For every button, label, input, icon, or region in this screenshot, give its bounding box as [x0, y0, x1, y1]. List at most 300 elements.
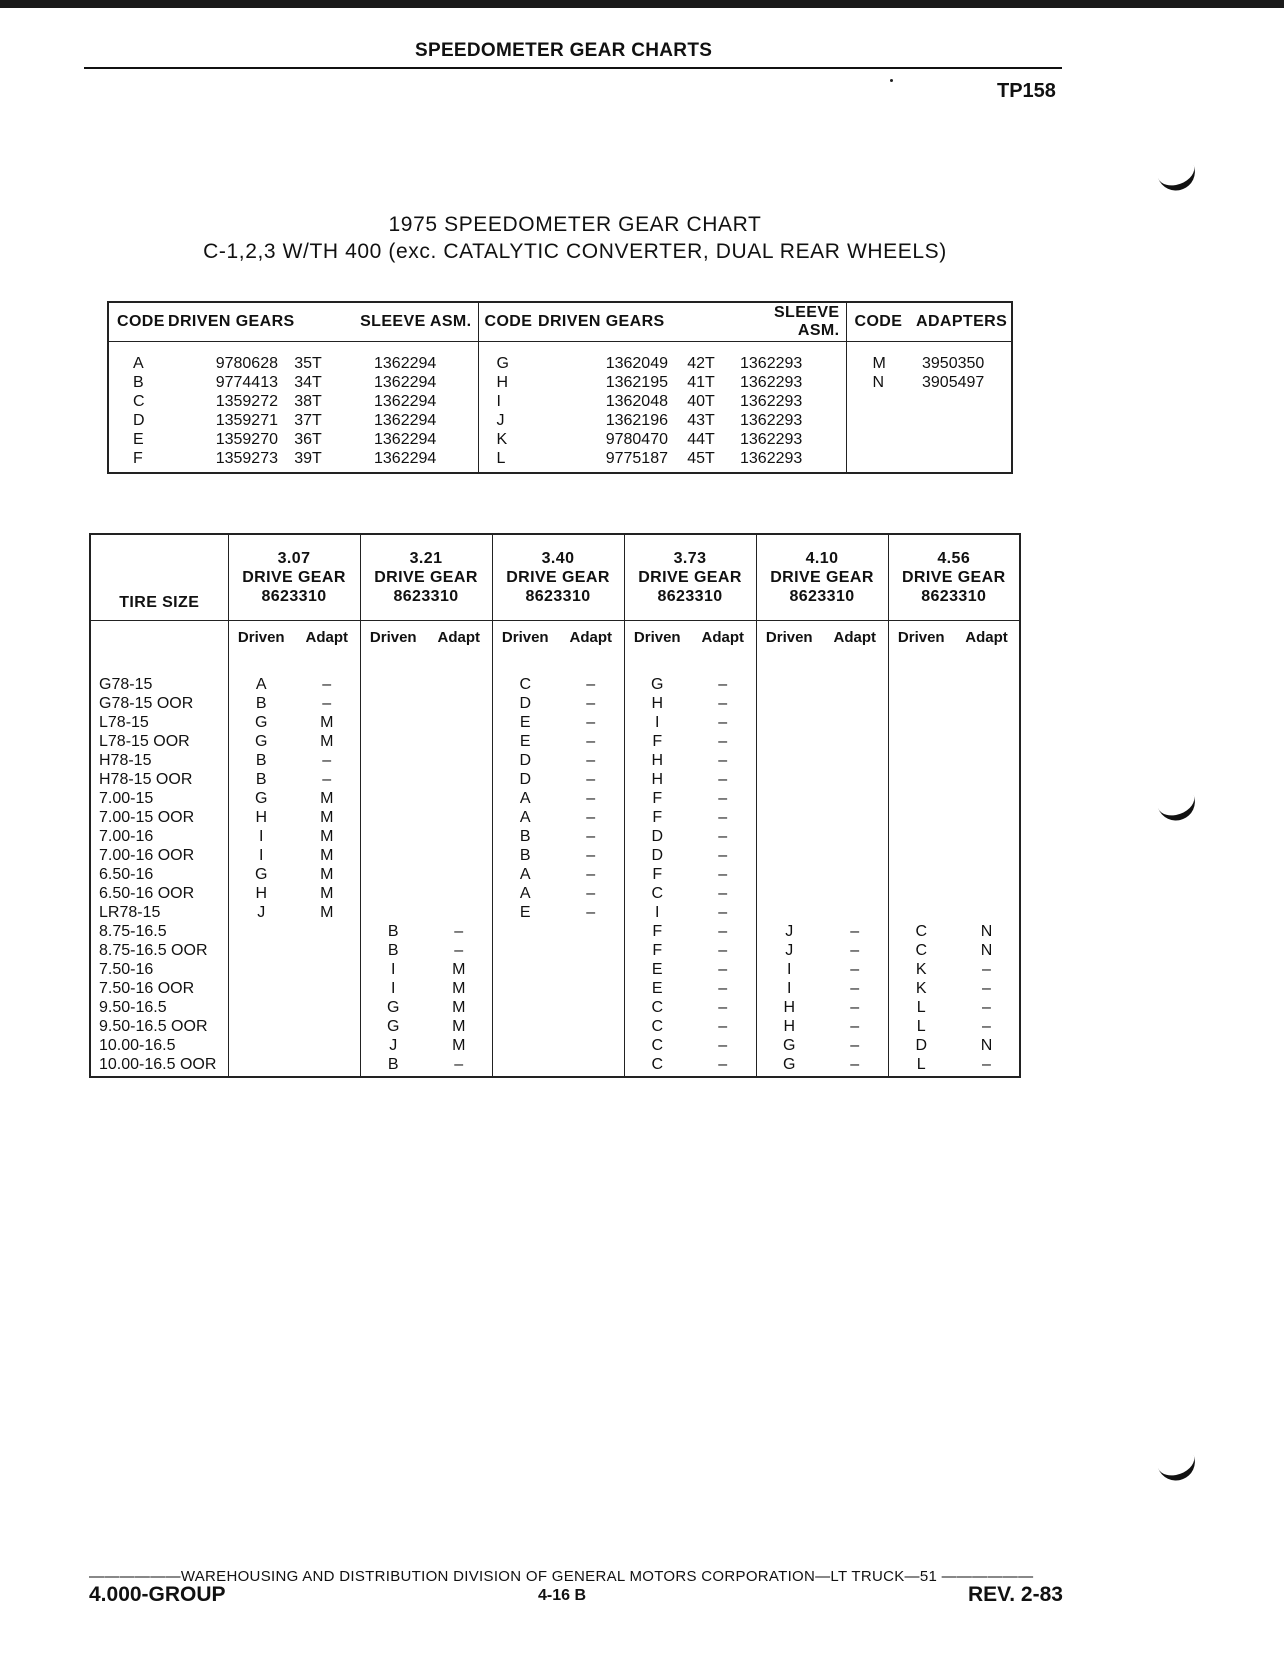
drive-gear-label: DRIVE GEAR: [770, 569, 874, 586]
drive-gear-part-number: 8623310: [261, 588, 327, 605]
sleeve-part-number: 1362293: [740, 374, 803, 391]
code-letter: J: [478, 411, 538, 430]
driven-code: [888, 732, 954, 751]
driven-code: [360, 770, 426, 789]
adapter-code: –: [586, 714, 596, 731]
driven-code: [360, 732, 426, 751]
adapter-code: [822, 713, 888, 732]
adapter-code: [426, 903, 492, 922]
teeth-count: 40T: [687, 393, 715, 410]
driven-code: F: [624, 865, 690, 884]
code-letter: G: [478, 342, 538, 374]
tire-size: 7.00-16: [99, 828, 154, 845]
driven-code: [888, 770, 954, 789]
tire-size: 7.50-16: [99, 961, 154, 978]
driven-code: I: [624, 713, 690, 732]
tire-row: [90, 713, 1020, 732]
driven-code: G: [360, 998, 426, 1017]
driven-code: [228, 998, 294, 1017]
adapter-code: [426, 732, 492, 751]
teeth-count: 43T: [687, 412, 715, 429]
adapt-header: Adapt: [965, 629, 1008, 646]
driven-code: L: [888, 1055, 954, 1077]
driven-part-number: 1359273: [215, 450, 278, 467]
code-header: CODE: [846, 302, 916, 342]
drive-gear-label: DRIVE GEAR: [242, 569, 346, 586]
adapter-code: –: [586, 885, 596, 902]
adapter-code: –: [718, 714, 728, 731]
code-letter: K: [478, 430, 538, 449]
adapter-code: –: [718, 847, 728, 864]
adapter-code: [822, 884, 888, 903]
adapter-code: [558, 1036, 624, 1055]
section-title: SPEEDOMETER GEAR CHARTS: [415, 40, 713, 61]
adapter-code: [426, 751, 492, 770]
adapt-header: Adapt: [701, 629, 744, 646]
driven-code: G: [228, 865, 294, 884]
tire-size: H78-15 OOR: [99, 771, 193, 788]
driven-part-number: 9774413: [215, 374, 278, 391]
adapter-code: –: [850, 1056, 860, 1073]
adapter-code: [558, 960, 624, 979]
driven-code: [756, 827, 822, 846]
ratio-header: [888, 534, 1020, 621]
tire-row: [90, 1055, 1020, 1077]
tire-table: [89, 533, 1021, 1078]
adapter-part-empty: [916, 392, 1012, 411]
adapter-code: [822, 846, 888, 865]
axle-ratio: 3.21: [409, 550, 443, 567]
tire-size: 7.00-15 OOR: [99, 809, 195, 826]
top-edge-bar: [0, 0, 1284, 8]
driven-code: [888, 669, 954, 694]
adapter-code: –: [718, 980, 728, 997]
driven-code: [492, 979, 558, 998]
driven-code: D: [492, 694, 558, 713]
driven-part-number: 1359272: [215, 393, 278, 410]
driven-code: [888, 694, 954, 713]
tire-table-header: [90, 534, 1020, 621]
adapter-code: M: [320, 733, 334, 750]
ratio-header: [360, 534, 492, 621]
drive-gear-part-number: 8623310: [789, 588, 855, 605]
binder-punch-mark: [1158, 794, 1201, 826]
driven-code: B: [360, 1055, 426, 1077]
code-letter: C: [133, 393, 145, 410]
adapter-code: [954, 770, 1020, 789]
binder-punch-mark: [1158, 1454, 1201, 1486]
driven-code: G: [228, 732, 294, 751]
drive-gear-part-number: 8623310: [525, 588, 591, 605]
adapter-code: [822, 865, 888, 884]
driven-code: [492, 922, 558, 941]
driven-code: A: [228, 669, 294, 694]
driven-code: F: [624, 922, 690, 941]
adapters-header: ADAPTERS: [916, 302, 1012, 342]
adapter-code-empty: [846, 392, 916, 411]
adapter-code: –: [322, 771, 332, 788]
driven-code: [360, 713, 426, 732]
driven-code: A: [492, 884, 558, 903]
driven-code: H: [756, 998, 822, 1017]
driven-code: I: [228, 827, 294, 846]
driven-code: G: [360, 1017, 426, 1036]
sleeve-part-number: 1362294: [374, 374, 437, 391]
adapter-code: –: [982, 1018, 991, 1035]
adapter-code: M: [452, 999, 466, 1016]
driven-code: [756, 732, 822, 751]
adapter-code: [954, 713, 1020, 732]
driven-code: [360, 789, 426, 808]
tire-size: 7.50-16 OOR: [99, 980, 195, 997]
adapter-code: [558, 1017, 624, 1036]
adapter-code: –: [586, 752, 596, 769]
teeth-count: 39T: [294, 450, 322, 467]
adapter-code: [426, 846, 492, 865]
driven-gears-header: DRIVEN GEARS: [168, 302, 338, 342]
driven-code: [888, 903, 954, 922]
adapter-code: M: [452, 961, 466, 978]
adapter-code: [954, 884, 1020, 903]
driven-code: J: [228, 903, 294, 922]
adapter-code: [426, 669, 492, 694]
driven-part-number: 1362048: [605, 393, 668, 410]
code-row: [108, 411, 1012, 430]
tire-row: [90, 789, 1020, 808]
tire-row: [90, 922, 1020, 941]
tire-row: [90, 998, 1020, 1017]
driven-code: [756, 713, 822, 732]
driven-part-number: 1359270: [215, 431, 278, 448]
speck: [890, 79, 893, 82]
tire-size: 9.50-16.5: [99, 999, 167, 1016]
adapter-code: N: [980, 923, 993, 940]
driven-part-number: 1359271: [215, 412, 278, 429]
driven-code: D: [492, 751, 558, 770]
adapter-code: –: [718, 1056, 728, 1073]
driven-code: K: [888, 979, 954, 998]
tire-size-header: TIRE SIZE: [90, 534, 228, 621]
driven-part-number: 1362195: [605, 374, 668, 391]
driven-code: [360, 808, 426, 827]
driven-code: L: [888, 998, 954, 1017]
adapt-header: Adapt: [569, 629, 612, 646]
driven-adapt-header-row: [90, 621, 1020, 670]
adapter-code: –: [586, 828, 596, 845]
adapter-code: [954, 789, 1020, 808]
driven-header: Driven: [360, 621, 426, 670]
driven-code: I: [228, 846, 294, 865]
driven-code: [228, 1036, 294, 1055]
teeth-count: 34T: [294, 374, 322, 391]
adapter-code: [426, 865, 492, 884]
tire-row: [90, 884, 1020, 903]
driven-code: [756, 808, 822, 827]
driven-header: Driven: [624, 621, 690, 670]
adapter-code: [426, 713, 492, 732]
code-row: [108, 392, 1012, 411]
adapter-code: –: [586, 904, 596, 921]
driven-code: [492, 998, 558, 1017]
tire-size: 8.75-16.5 OOR: [99, 942, 208, 959]
driven-code: L: [888, 1017, 954, 1036]
driven-code: A: [492, 865, 558, 884]
adapter-code: –: [454, 923, 464, 940]
driven-code: B: [360, 941, 426, 960]
adapter-code: M: [320, 714, 334, 731]
driven-code: D: [888, 1036, 954, 1055]
code-letter: E: [133, 431, 144, 448]
code-table-header: [108, 302, 1012, 342]
adapter-code: –: [718, 942, 728, 959]
code-row: [108, 373, 1012, 392]
driven-code: B: [360, 922, 426, 941]
adapter-code: N: [980, 1037, 993, 1054]
adapter-code: –: [718, 923, 728, 940]
adapter-code: –: [454, 1056, 464, 1073]
adapter-code: –: [718, 752, 728, 769]
driven-code: C: [624, 1017, 690, 1036]
adapter-code: –: [718, 695, 728, 712]
tire-row: [90, 941, 1020, 960]
adapter-code: [822, 789, 888, 808]
sleeve-part-number: 1362294: [374, 431, 437, 448]
code-header: CODE: [108, 302, 168, 342]
driven-code: [360, 751, 426, 770]
adapter-code: [822, 770, 888, 789]
adapter-code: –: [718, 885, 728, 902]
adapter-code: M: [320, 904, 334, 921]
driven-part-number: 1362196: [605, 412, 668, 429]
adapter-code: –: [718, 790, 728, 807]
driven-code: G: [624, 669, 690, 694]
sleeve-part-number: 1362294: [374, 412, 437, 429]
footer-page: 4-16 B: [538, 1587, 587, 1604]
driven-code: G: [756, 1055, 822, 1077]
adapter-code: [426, 770, 492, 789]
tire-row: [90, 808, 1020, 827]
adapter-code: –: [586, 695, 596, 712]
driven-code: C: [492, 669, 558, 694]
tire-row: [90, 770, 1020, 789]
adapter-code: –: [586, 676, 596, 693]
adapter-part-empty: [916, 430, 1012, 449]
driven-code: I: [360, 979, 426, 998]
teeth-count: 42T: [687, 355, 715, 372]
adapter-code-empty: [846, 411, 916, 430]
driven-code: [228, 979, 294, 998]
driven-code: H: [624, 770, 690, 789]
driven-code: [360, 903, 426, 922]
adapter-code: –: [982, 999, 991, 1016]
adapter-code: [558, 979, 624, 998]
drive-gear-part-number: 8623310: [657, 588, 723, 605]
adapter-code: –: [718, 1037, 728, 1054]
driven-code: B: [228, 751, 294, 770]
sleeve-part-number: 1362293: [740, 431, 803, 448]
tire-size: 10.00-16.5 OOR: [99, 1056, 217, 1073]
code-row: [108, 342, 1012, 374]
adapter-code: –: [718, 828, 728, 845]
adapt-header: Adapt: [833, 629, 876, 646]
driven-code: [756, 694, 822, 713]
driven-code: E: [492, 732, 558, 751]
driven-code: [228, 960, 294, 979]
driven-code: H: [624, 694, 690, 713]
tire-row: [90, 1017, 1020, 1036]
driven-code: [360, 669, 426, 694]
code-row: [108, 449, 1012, 473]
adapter-code: –: [718, 733, 728, 750]
axle-ratio: 3.73: [673, 550, 707, 567]
driven-code: D: [492, 770, 558, 789]
tire-size: 6.50-16: [99, 866, 154, 883]
driven-code: G: [228, 789, 294, 808]
adapter-code: –: [718, 771, 728, 788]
adapter-code: [954, 751, 1020, 770]
driven-code: [756, 903, 822, 922]
adapter-code: [294, 1017, 360, 1036]
adapter-code: [954, 808, 1020, 827]
tire-row: [90, 846, 1020, 865]
code-row: [108, 430, 1012, 449]
driven-code: B: [492, 846, 558, 865]
adapt-header: Adapt: [437, 629, 480, 646]
driven-code: I: [756, 979, 822, 998]
drive-gear-label: DRIVE GEAR: [638, 569, 742, 586]
driven-code: I: [756, 960, 822, 979]
adapter-code: N: [846, 373, 916, 392]
code-header: CODE: [478, 302, 538, 342]
driven-code: [360, 694, 426, 713]
footer-rev: REV. 2-83: [968, 1583, 1063, 1606]
driven-code: C: [624, 1036, 690, 1055]
tire-row: [90, 979, 1020, 998]
adapter-code: [822, 751, 888, 770]
footer-group: 4.000-GROUP: [89, 1583, 226, 1606]
driven-code: [756, 846, 822, 865]
drive-gear-label: DRIVE GEAR: [901, 569, 1006, 586]
adapter-code: M: [452, 1018, 466, 1035]
adapter-code: –: [850, 942, 860, 959]
driven-code: [360, 884, 426, 903]
adapter-code: –: [982, 961, 991, 978]
footer-text: WAREHOUSING AND DISTRIBUTION DIVISION OF GENERAL MOTORS CORPORATION—LT TRUCK—51: [180, 1568, 938, 1585]
adapter-code: [822, 903, 888, 922]
adapter-code: [294, 922, 360, 941]
driven-code: D: [624, 846, 690, 865]
adapter-code: –: [850, 961, 860, 978]
axle-ratio: 3.07: [277, 550, 311, 567]
adapter-code: [954, 827, 1020, 846]
drive-gear-part-number: 8623310: [393, 588, 459, 605]
driven-code: [492, 1036, 558, 1055]
driven-code: C: [624, 884, 690, 903]
driven-code: B: [228, 770, 294, 789]
driven-code: [888, 789, 954, 808]
adapter-code: –: [322, 695, 332, 712]
driven-code: E: [492, 903, 558, 922]
driven-part-number: 9780628: [215, 355, 278, 372]
driven-code: [888, 808, 954, 827]
driven-code: A: [492, 789, 558, 808]
driven-code: [756, 751, 822, 770]
driven-code: G: [756, 1036, 822, 1055]
adapter-code: –: [850, 1018, 860, 1035]
footer-line: ——————WAREHOUSING AND DISTRIBUTION DIVISION OF GENERAL MOTORS CORPORATION—LT TRUCK—51 ——————: [89, 1568, 1034, 1585]
driven-code: [492, 960, 558, 979]
adapter-code: –: [718, 676, 728, 693]
code-letter: A: [133, 355, 144, 372]
driven-code: H: [624, 751, 690, 770]
adapter-part-number: 3950350: [922, 355, 985, 372]
adapter-code: M: [452, 1037, 466, 1054]
driven-header: Driven: [492, 621, 558, 670]
driven-code: [360, 846, 426, 865]
driven-code: I: [624, 903, 690, 922]
driven-code: H: [228, 808, 294, 827]
driven-code: [888, 827, 954, 846]
tire-size: LR78-15: [99, 904, 161, 921]
adapter-code: M: [846, 342, 916, 374]
adapter-code-empty: [846, 430, 916, 449]
tire-row: [90, 751, 1020, 770]
adapter-code: [954, 732, 1020, 751]
adapt-header: Adapt: [305, 629, 348, 646]
driven-code: F: [624, 732, 690, 751]
adapter-code: –: [718, 904, 728, 921]
driven-part-number: 9775187: [605, 450, 668, 467]
adapter-code: –: [718, 999, 728, 1016]
adapter-code: –: [586, 733, 596, 750]
driven-header: Driven: [888, 621, 954, 670]
driven-code: E: [492, 713, 558, 732]
driven-code: [888, 846, 954, 865]
code-letter: L: [478, 449, 538, 473]
drive-gear-label: DRIVE GEAR: [374, 569, 478, 586]
adapter-code: –: [454, 942, 464, 959]
adapter-code: M: [320, 828, 334, 845]
adapter-code: [558, 1055, 624, 1077]
driven-code: E: [624, 979, 690, 998]
tire-row: [90, 669, 1020, 694]
header-rule: [84, 67, 1062, 69]
driven-code: [492, 1017, 558, 1036]
adapter-code: –: [322, 752, 332, 769]
tire-row: [90, 903, 1020, 922]
adapter-part-number: 3905497: [922, 374, 985, 391]
driven-code: [756, 865, 822, 884]
driven-code: [492, 941, 558, 960]
adapter-code: [294, 941, 360, 960]
driven-part-number: 9780470: [605, 431, 668, 448]
sleeve-part-number: 1362294: [374, 393, 437, 410]
page-code: TP158: [997, 80, 1056, 102]
tire-row: [90, 865, 1020, 884]
sleeve-part-number: 1362293: [740, 450, 803, 467]
adapter-code: –: [586, 790, 596, 807]
driven-code: [888, 713, 954, 732]
adapter-code: [426, 694, 492, 713]
adapter-code: –: [718, 1018, 728, 1035]
adapter-code: –: [586, 866, 596, 883]
driven-code: [756, 884, 822, 903]
drive-gear-part-number: 8623310: [921, 588, 987, 605]
teeth-count: 35T: [294, 355, 322, 372]
sleeve-part-number: 1362293: [740, 355, 803, 372]
adapter-code: –: [718, 866, 728, 883]
driven-code: B: [492, 827, 558, 846]
